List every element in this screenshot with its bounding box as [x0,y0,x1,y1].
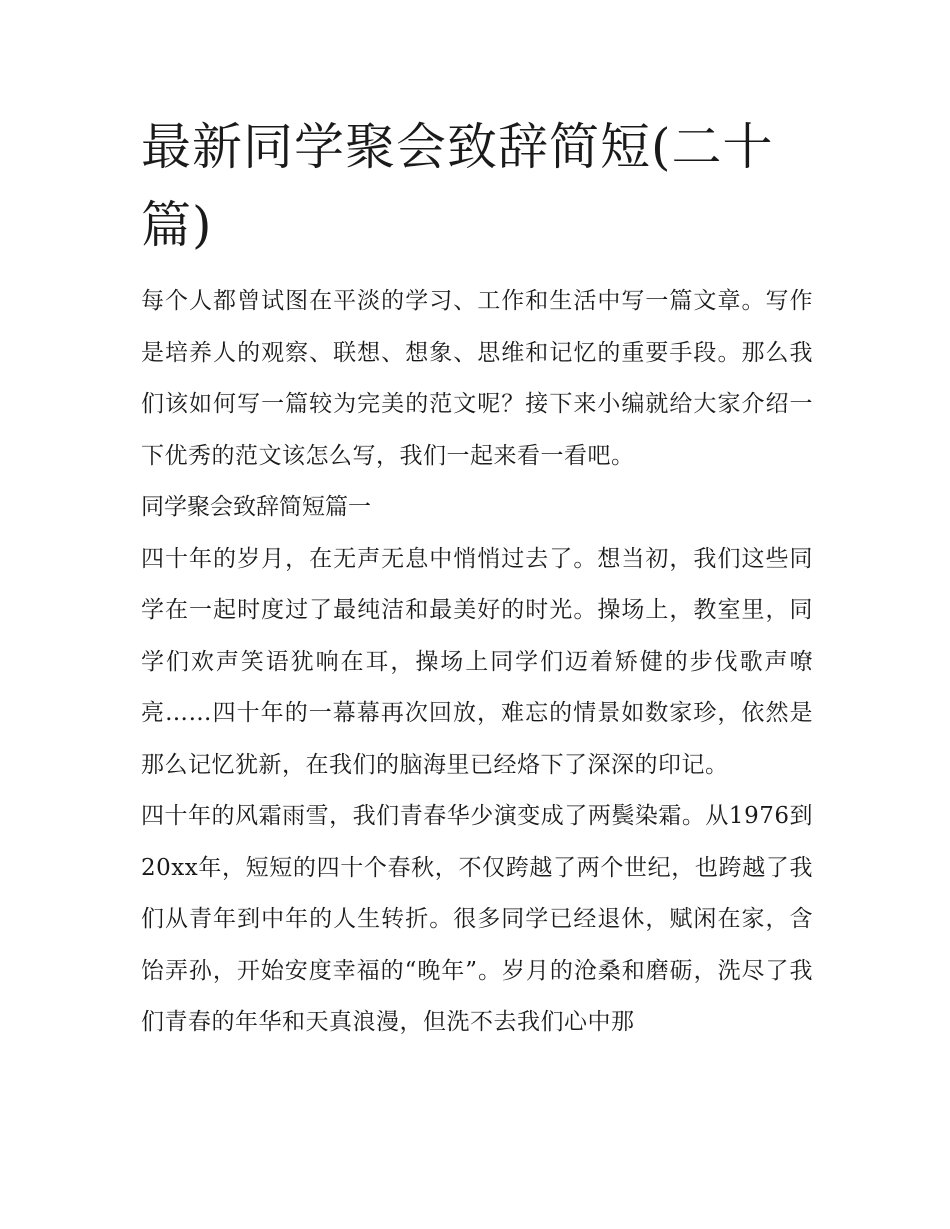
body-paragraph-2: 四十年的风霜雨雪，我们青春华少演变成了两鬓染霜。从1976到20xx年，短短的四十个春秋，不仅跨越了两个世纪，也跨越了我们从青年到中年的人生转折。很多同学已经退休，赋闲在家，含饴弄孙，开始安度幸福的“晚年”。岁月的沧桑和磨砺，洗尽了我们青春的年华和天真浪漫，但洗不去我们心中那 [141,803,813,1035]
document-page [141,108,813,1049]
document-title: 最新同学聚会致辞简短(二十篇) [141,118,774,254]
body-paragraph-1: 四十年的岁月，在无声无息中悄悄过去了。想当初，我们这些同学在一起时度过了最纯洁和最美好的时光。操场上，教室里，同学们欢声笑语犹响在耳，操场上同学们迈着矫健的步伐歌声嘹亮……四十年的一幕幕再次回放，难忘的情景如数家珍，依然是那么记忆犹新，在我们的脑海里已经烙下了深深的印记。 [141,545,813,778]
section-heading: 同学聚会致辞简短篇一 [141,494,371,520]
intro-paragraph: 每个人都曾试图在平淡的学习、工作和生活中写一篇文章。写作是培养人的观察、联想、想象、思维和记忆的重要手段。那么我们该如何写一篇较为完美的范文呢？接下来小编就给大家介绍一下优秀的范文该怎么写，我们一起来看一看吧。 [141,288,813,469]
